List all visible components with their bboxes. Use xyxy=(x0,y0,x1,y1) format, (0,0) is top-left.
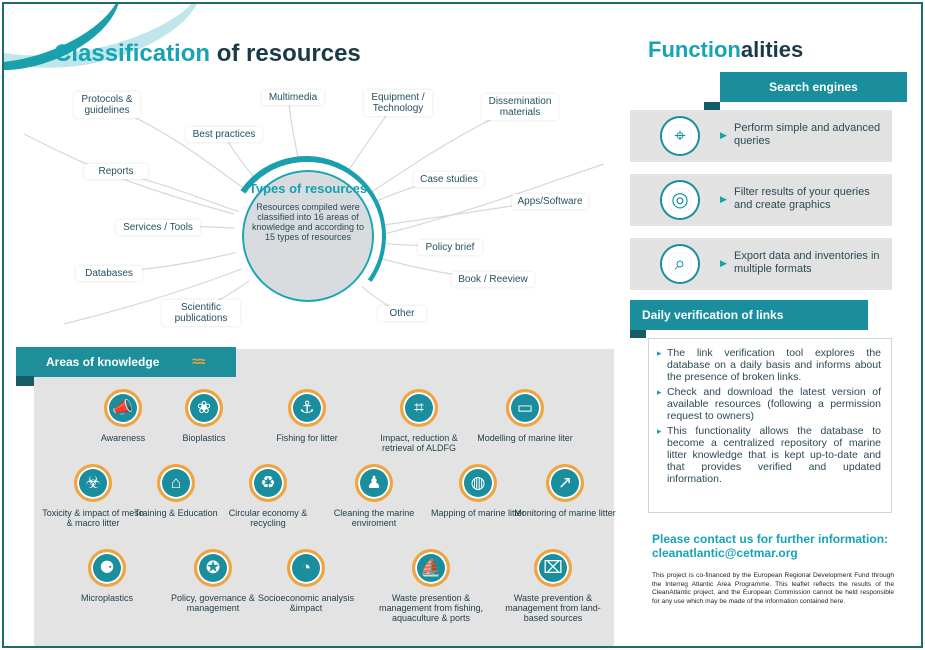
daily-verification-box xyxy=(648,338,892,513)
fishing-net-icon: ⌗ xyxy=(400,389,438,427)
area-item xyxy=(52,549,162,603)
trash-bin-icon: ⌧ xyxy=(534,549,572,587)
area-item xyxy=(510,464,620,518)
search-engines-header: Search engines xyxy=(720,72,907,102)
type-multimedia: Multimedia xyxy=(262,90,324,105)
area-item xyxy=(376,549,486,623)
area-label: Waste prevention & management from land-based sources xyxy=(505,593,601,623)
type-best-practices: Best practices xyxy=(186,127,262,142)
fishhook-icon: ⚓ xyxy=(288,389,326,427)
area-label: Microplastics xyxy=(80,593,133,603)
area-label: Fishing for litter xyxy=(276,433,338,443)
area-label: Bioplastics xyxy=(182,433,226,443)
area-label: Monitoring of marine litter xyxy=(514,508,616,518)
area-label: Cleaning the marine enviroment xyxy=(333,508,415,528)
type-policy-brief: Policy brief xyxy=(418,240,482,255)
contact-block xyxy=(652,532,892,560)
contact-text: Please contact us for further information: xyxy=(652,532,889,546)
areas-header: Areas of knowledge ≈≈ xyxy=(16,347,236,377)
type-equipment-technology: Equipment / Technology xyxy=(364,90,432,116)
search-engines-fold xyxy=(704,102,720,110)
area-label: Mapping of marine litter xyxy=(430,508,526,518)
hub-title: Types of resources xyxy=(248,181,368,196)
arrow-right-icon: ▶ xyxy=(720,130,727,140)
area-item xyxy=(252,389,362,443)
area-label: Waste presention & management from fishing, aquaculture & ports xyxy=(378,593,484,623)
megaphone-icon: 📣 xyxy=(104,389,142,427)
daily-verification-header: Daily verification of links xyxy=(630,300,868,330)
type-databases: Databases xyxy=(76,266,142,281)
area-label: Circular economy & recycling xyxy=(228,508,308,528)
microplastics-icon: ⚈ xyxy=(88,549,126,587)
type-scientific-publications: Scientific publications xyxy=(162,300,240,326)
functionalities-title: Functionalities xyxy=(648,37,804,62)
area-item xyxy=(498,549,608,623)
functionality-text: Export data and inventories in multiple formats xyxy=(734,250,880,275)
type-dissemination-materials: Dissemination materials xyxy=(482,94,558,120)
area-item xyxy=(149,389,259,443)
type-case-studies: Case studies xyxy=(414,172,484,187)
ship-icon: ⛵ xyxy=(412,549,450,587)
type-apps-software: Apps/Software xyxy=(512,194,588,209)
type-other: Other xyxy=(378,306,426,321)
seal-icon: ✪ xyxy=(194,549,232,587)
type-services-tools: Services / Tools xyxy=(116,220,200,235)
area-label: Socioeconomic analysis &impact xyxy=(257,593,355,613)
magnifier-export-icon: ⌕ xyxy=(660,244,700,284)
graduation-cap-icon: ⌂ xyxy=(157,464,195,502)
types-of-resources-hub xyxy=(234,162,382,310)
bar-chart-icon: ↗ xyxy=(546,464,584,502)
functionality-row xyxy=(630,174,892,226)
pie-chart-icon: ◔ xyxy=(287,549,325,587)
type-protocols-guidelines: Protocols & guidelines xyxy=(74,92,140,118)
classification-title: Classification of resources xyxy=(54,40,361,67)
functionality-text: Perform simple and advanced queries xyxy=(734,122,881,147)
daily-verification-fold xyxy=(630,330,646,338)
functionality-row xyxy=(630,238,892,290)
verification-item: ▸ This functionality allows the database to become a centralized repository of marine litter knowledge that is kept up-to-date and that provides verified and updated information. xyxy=(657,425,881,485)
person-cleaning-icon: ♟ xyxy=(355,464,393,502)
functionality-text: Filter results of your queries and create graphics xyxy=(734,186,870,211)
verification-item: ▸ The link verification tool explores the database on a daily basis and informs about the presence of broken links. xyxy=(657,347,881,383)
areas-header-fold xyxy=(16,376,34,386)
functionality-row xyxy=(630,110,892,162)
resource-types-mindmap xyxy=(4,74,614,344)
monitor-icon: ▭ xyxy=(506,389,544,427)
area-label: Impact, reduction & retrieval of ALDFG xyxy=(380,433,458,453)
area-label: Toxicity & impact of meso & macro litter xyxy=(42,508,144,528)
query-icon: ⌖ xyxy=(660,116,700,156)
leaflet-page xyxy=(2,2,923,648)
waves-icon: ≈≈ xyxy=(192,353,204,369)
area-item xyxy=(470,389,580,443)
target-filter-icon: ◎ xyxy=(660,180,700,220)
area-label: Awareness xyxy=(100,433,146,443)
recycle-icon: ♻ xyxy=(249,464,287,502)
area-item xyxy=(364,389,474,453)
type-book-review: Book / Reeview xyxy=(452,272,534,287)
globe-icon: ◍ xyxy=(459,464,497,502)
contact-email-link[interactable]: cleanatlantic@cetmar.org xyxy=(652,546,798,560)
area-item xyxy=(251,549,361,613)
area-item xyxy=(319,464,429,528)
hub-description: Resources compiled were classified into 16 areas of knowledge and according to 15 types of resources xyxy=(251,202,365,242)
area-label: Policy, governance & management xyxy=(171,593,255,613)
disclaimer-text: This project is co-financed by the European Regional Development Fund through the Interreg Atlantic Area Programme. This leaflet reflects the results of the CleanAtlantic project, and the European Commission cannot be held responsible for any use which may be made of the information contained here. xyxy=(652,572,894,605)
verification-item: ▸ Check and download the latest version of available resources (following a permission request to owners) xyxy=(657,386,881,422)
area-item xyxy=(213,464,323,528)
type-reports: Reports xyxy=(84,164,148,179)
area-label: Modelling of marine liter xyxy=(477,433,573,443)
arrow-right-icon: ▶ xyxy=(720,194,727,204)
biohazard-icon: ☣ xyxy=(74,464,112,502)
sprout-icon: ❀ xyxy=(185,389,223,427)
area-label: Training & Education xyxy=(134,508,218,518)
arrow-right-icon: ▶ xyxy=(720,258,727,268)
